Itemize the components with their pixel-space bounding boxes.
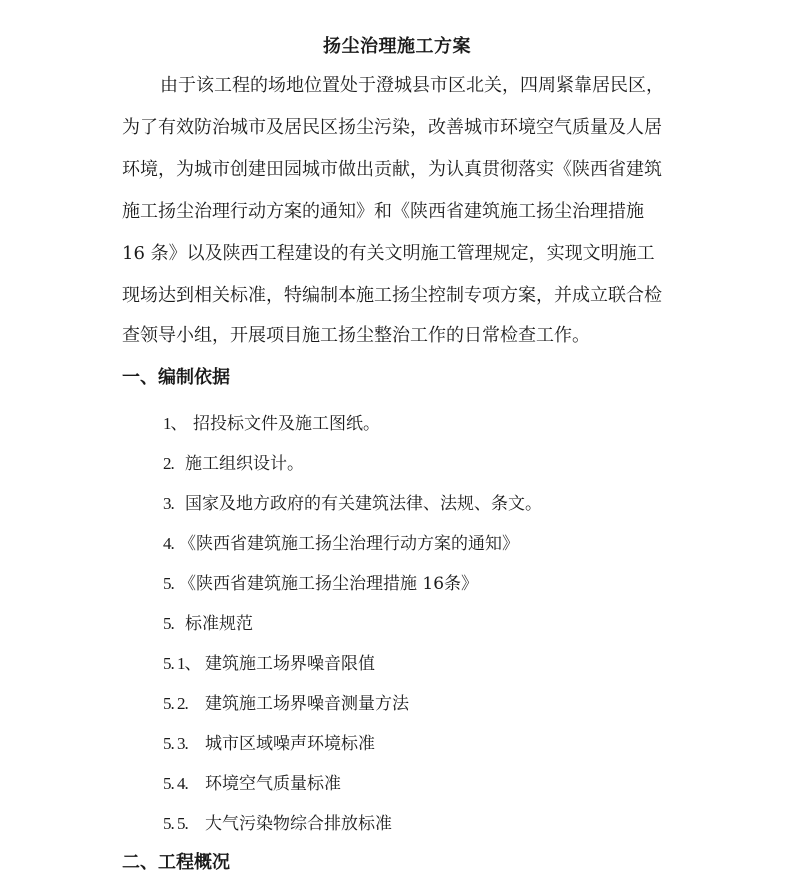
intro-line: 16 条》以及陕西工程建设的有关文明施工管理规定，实现文明施工 — [122, 243, 655, 264]
list-item-text: 招投标文件及施工图纸。 — [193, 414, 380, 434]
list-item-text: 城市区域噪声环境标准 — [205, 734, 375, 754]
list-item-text: 国家及地方政府的有关建筑法律、法规、条文。 — [185, 494, 542, 514]
section-heading-overview: 二、工程概况 — [122, 852, 230, 873]
list-item-number: 5. 5. — [163, 814, 188, 833]
list-item — [163, 613, 253, 635]
intro-line: 环境，为城市创建田园城市做出贡献，为认真贯彻落实《陕西省建筑 — [122, 159, 662, 180]
list-item-text: 建筑施工场界噪音测量方法 — [205, 694, 409, 714]
intro-line: 由于该工程的场地位置处于澄城县市区北关，四周紧靠居民区， — [160, 75, 664, 96]
list-item-number: 1、 — [163, 414, 187, 433]
list-item-text: 《陕西省建筑施工扬尘治理措施 16条》 — [179, 574, 479, 594]
list-item-text: 环境空气质量标准 — [205, 774, 341, 794]
list-item-number: 5. — [163, 614, 174, 633]
list-item — [163, 813, 392, 835]
list-item-text: 建筑施工场界噪音限值 — [205, 654, 375, 674]
list-item-number: 5. 1、 — [163, 654, 201, 673]
list-item — [163, 453, 304, 475]
list-item-number: 4. — [163, 534, 174, 553]
list-item-text: 大气污染物综合排放标准 — [205, 814, 392, 834]
list-item-number: 2. — [163, 454, 174, 473]
list-item-text: 施工组织设计。 — [185, 454, 304, 474]
list-item-number: 5. 2. — [163, 694, 188, 713]
list-item-text: 标准规范 — [185, 614, 253, 634]
list-item — [163, 493, 542, 515]
list-item-number: 5. 3. — [163, 734, 188, 753]
section-heading-basis: 一、编制依据 — [122, 367, 230, 388]
list-item — [163, 733, 375, 755]
intro-line: 查领导小组，开展项目施工扬尘整治工作的日常检查工作。 — [122, 325, 590, 346]
list-item — [163, 413, 380, 435]
document-title: 扬尘治理施工方案 — [323, 36, 471, 57]
list-item — [163, 693, 409, 715]
list-item-text: 《陕西省建筑施工扬尘治理行动方案的通知》 — [179, 534, 519, 554]
list-item — [163, 773, 341, 795]
intro-line: 为了有效防治城市及居民区扬尘污染，改善城市环境空气质量及人居 — [122, 117, 662, 138]
list-item — [163, 573, 478, 595]
list-item-number: 5. 4. — [163, 774, 188, 793]
list-item — [163, 533, 519, 555]
intro-line: 施工扬尘治理行动方案的通知》和《陕西省建筑施工扬尘治理措施 — [122, 201, 644, 222]
intro-line: 现场达到相关标准，特编制本施工扬尘控制专项方案，并成立联合检 — [122, 285, 662, 306]
list-item-number: 5. — [163, 574, 174, 593]
list-item-number: 3. — [163, 494, 174, 513]
list-item — [163, 653, 375, 675]
